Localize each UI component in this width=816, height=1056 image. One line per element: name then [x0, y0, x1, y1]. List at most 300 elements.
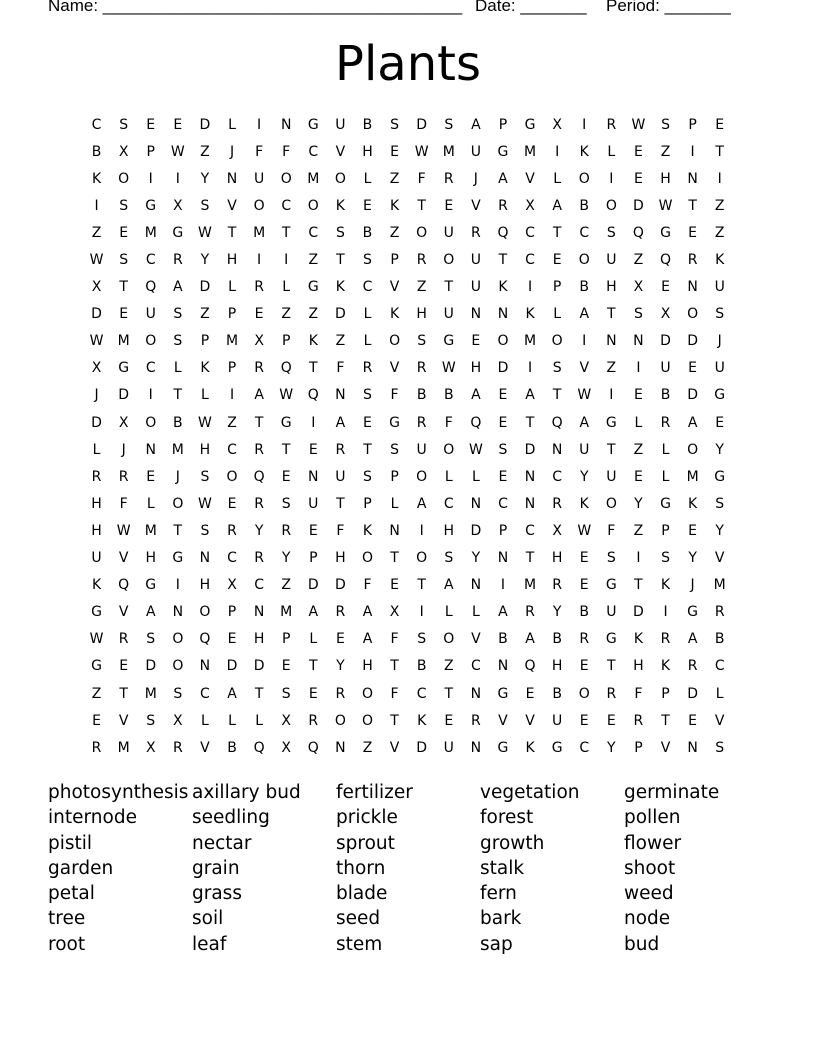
grid-letter: M	[713, 577, 726, 594]
grid-letter: K	[688, 495, 698, 512]
grid-letter: Z	[200, 143, 210, 160]
word-bank-item: soil	[192, 908, 224, 930]
grid-letter: S	[633, 306, 643, 323]
grid-letter: L	[363, 333, 372, 350]
grid-letter: O	[443, 252, 455, 269]
grid-letter: X	[281, 712, 291, 729]
grid-letter: P	[227, 306, 237, 323]
grid-letter: K	[525, 739, 535, 756]
grid-letter: B	[579, 604, 590, 621]
grid-letter: D	[470, 522, 482, 539]
grid-letter: U	[714, 279, 725, 296]
grid-letter: A	[335, 414, 346, 431]
grid-letter: U	[579, 441, 590, 458]
word-bank-item: axillary bud	[192, 782, 301, 803]
grid-letter: Y	[579, 468, 589, 485]
grid-letter: W	[468, 441, 483, 458]
grid-letter: A	[579, 306, 590, 323]
grid-letter: N	[687, 170, 698, 187]
grid-letter: E	[308, 441, 318, 458]
grid-letter: P	[661, 685, 670, 702]
grid-letter: R	[687, 252, 698, 269]
grid-letter: R	[443, 170, 454, 187]
grid-letter: L	[228, 279, 236, 296]
grid-letter: W	[198, 414, 212, 431]
grid-letter: S	[146, 631, 156, 648]
grid-letter: Y	[281, 550, 291, 567]
grid-letter: J	[94, 387, 99, 404]
grid-letter: R	[281, 522, 292, 539]
grid-letter: R	[416, 360, 427, 377]
grid-letter: S	[444, 116, 454, 133]
grid-letter: D	[199, 116, 211, 133]
grid-letter: O	[605, 197, 617, 214]
grid-letter: I	[690, 143, 695, 160]
grid-letter: S	[363, 387, 372, 404]
grid-letter: U	[443, 739, 454, 756]
grid-letter: U	[308, 495, 319, 512]
grid-letter: C	[525, 252, 535, 269]
grid-letter: S	[363, 468, 372, 485]
grid-letter: P	[281, 333, 291, 350]
grid-letter: C	[525, 224, 535, 241]
grid-letter: O	[253, 197, 265, 214]
letter-grid	[83, 111, 733, 761]
grid-letter: R	[335, 604, 346, 621]
grid-letter: T	[552, 387, 562, 404]
grid-letter: R	[227, 522, 237, 539]
grid-letter: O	[334, 170, 346, 187]
grid-letter: S	[390, 116, 400, 133]
grid-letter: S	[173, 333, 183, 350]
grid-letter: N	[172, 604, 184, 621]
grid-letter: E	[390, 577, 399, 594]
grid-letter: N	[687, 279, 698, 296]
grid-letter: Q	[145, 279, 157, 296]
word-bank-item: node	[624, 908, 671, 930]
word-bank-item: grass	[192, 883, 242, 905]
grid-letter: K	[308, 333, 318, 350]
grid-letter: X	[552, 116, 562, 133]
grid-letter: C	[254, 577, 264, 594]
grid-letter: S	[606, 550, 616, 567]
grid-letter: E	[308, 685, 318, 702]
grid-letter: V	[389, 360, 400, 377]
grid-letter: E	[579, 712, 589, 729]
grid-letter: G	[172, 224, 184, 241]
grid-letter: J	[121, 441, 126, 458]
grid-letter: P	[661, 522, 670, 539]
grid-letter: M	[253, 224, 266, 241]
grid-letter: M	[171, 441, 184, 458]
grid-letter: D	[335, 306, 346, 323]
grid-letter: S	[606, 224, 616, 241]
grid-letter: K	[335, 197, 345, 214]
grid-letter: K	[633, 631, 644, 648]
grid-letter: O	[443, 631, 455, 648]
grid-letter: D	[416, 116, 428, 133]
grid-letter: Z	[606, 360, 617, 377]
grid-letter: I	[582, 116, 587, 133]
grid-letter: I	[636, 360, 641, 377]
grid-letter: C	[525, 522, 535, 539]
grid-letter: U	[470, 252, 481, 269]
grid-letter: R	[335, 441, 346, 458]
grid-letter: R	[470, 224, 481, 241]
grid-letter: L	[228, 116, 236, 133]
grid-letter: I	[717, 170, 722, 187]
grid-letter: G	[307, 116, 319, 133]
grid-letter: C	[552, 468, 563, 485]
grid-letter: J	[473, 170, 478, 187]
grid-letter: R	[416, 252, 427, 269]
grid-letter: S	[498, 441, 508, 458]
grid-letter: U	[443, 224, 454, 241]
grid-letter: T	[715, 143, 724, 160]
grid-letter: K	[417, 712, 427, 729]
grid-letter: V	[118, 712, 129, 729]
grid-letter: Z	[335, 333, 346, 350]
grid-letter: X	[173, 712, 183, 729]
grid-letter: T	[254, 685, 264, 702]
grid-letter: H	[551, 550, 563, 567]
grid-letter: E	[119, 224, 129, 241]
grid-letter: I	[527, 279, 533, 296]
grid-letter: A	[471, 116, 481, 133]
grid-letter: W	[414, 143, 429, 160]
grid-letter: T	[281, 224, 291, 241]
grid-letter: V	[118, 604, 129, 621]
grid-letter: I	[663, 604, 668, 621]
grid-letter: K	[389, 197, 400, 214]
grid-letter: E	[688, 712, 698, 729]
grid-letter: L	[553, 170, 562, 187]
grid-letter: Q	[660, 252, 672, 269]
grid-letter: E	[390, 143, 399, 160]
grid-letter: Z	[281, 306, 291, 323]
grid-letter: L	[173, 360, 182, 377]
grid-letter: E	[606, 712, 616, 729]
grid-letter: A	[471, 387, 481, 404]
grid-letter: C	[362, 279, 373, 296]
grid-letter: T	[390, 658, 399, 675]
grid-letter: H	[145, 550, 156, 567]
grid-letter: H	[606, 279, 617, 296]
grid-letter: Z	[714, 197, 725, 214]
grid-letter: G	[660, 224, 671, 241]
grid-letter: Z	[200, 306, 210, 323]
grid-letter: O	[280, 170, 292, 187]
grid-letter: G	[91, 604, 102, 621]
grid-letter: C	[579, 739, 590, 756]
grid-letter: C	[200, 685, 210, 702]
grid-letter: N	[497, 658, 509, 675]
grid-letter: Q	[524, 658, 536, 675]
grid-letter: U	[145, 306, 156, 323]
grid-letter: L	[282, 279, 291, 296]
grid-letter: M	[524, 333, 537, 350]
grid-letter: E	[579, 550, 589, 567]
word-bank-item: growth	[480, 832, 545, 854]
grid-letter: I	[527, 360, 533, 377]
grid-letter: R	[660, 631, 671, 648]
grid-letter: G	[660, 495, 671, 512]
grid-letter: N	[633, 333, 644, 350]
grid-letter: N	[497, 550, 509, 567]
grid-letter: C	[227, 441, 237, 458]
grid-letter: U	[253, 170, 265, 187]
grid-letter: Z	[91, 224, 102, 241]
grid-letter: V	[714, 712, 725, 729]
grid-letter: G	[443, 333, 455, 350]
grid-letter: B	[579, 279, 590, 296]
word-bank-item: fern	[480, 883, 517, 905]
grid-letter: O	[416, 550, 428, 567]
grid-letter: Z	[416, 279, 427, 296]
grid-letter: N	[470, 495, 482, 512]
grid-letter: E	[633, 387, 643, 404]
grid-letter: A	[525, 631, 535, 648]
grid-letter: U	[552, 712, 563, 729]
word-bank-item: blade	[336, 883, 388, 905]
grid-letter: K	[525, 306, 535, 323]
grid-letter: Z	[633, 252, 644, 269]
grid-letter: Q	[497, 224, 509, 241]
word-bank-item: seedling	[192, 807, 270, 829]
grid-letter: T	[390, 550, 399, 567]
grid-letter: Q	[118, 577, 130, 594]
grid-letter: E	[281, 468, 291, 485]
grid-letter: K	[660, 658, 671, 675]
grid-letter: N	[470, 685, 482, 702]
grid-letter: P	[498, 116, 508, 133]
grid-letter: A	[416, 495, 427, 512]
grid-letter: Y	[607, 739, 616, 756]
grid-letter: P	[227, 360, 237, 377]
grid-letter: Q	[307, 739, 319, 756]
grid-letter: V	[471, 197, 481, 214]
grid-letter: M	[117, 739, 130, 756]
grid-letter: O	[389, 333, 401, 350]
grid-letter: R	[308, 712, 319, 729]
grid-letter: G	[91, 658, 102, 675]
grid-letter: L	[471, 604, 480, 621]
date-field-label: Date: _______	[475, 0, 587, 15]
grid-letter: N	[497, 306, 509, 323]
grid-letter: B	[579, 197, 590, 214]
grid-letter: H	[91, 522, 102, 539]
grid-letter: X	[281, 739, 291, 756]
word-bank-item: petal	[48, 883, 95, 905]
grid-letter: X	[173, 197, 183, 214]
grid-letter: R	[552, 495, 562, 512]
grid-letter: T	[336, 495, 345, 512]
grid-letter: A	[498, 604, 508, 621]
grid-letter: B	[416, 658, 427, 675]
grid-letter: Z	[91, 685, 102, 702]
grid-letter: W	[89, 631, 104, 648]
grid-letter: S	[363, 252, 372, 269]
grid-letter: Z	[633, 522, 644, 539]
grid-letter: I	[175, 577, 180, 594]
grid-letter: L	[363, 306, 372, 323]
grid-letter: T	[119, 685, 128, 702]
grid-letter: X	[525, 197, 535, 214]
grid-letter: D	[199, 279, 211, 296]
grid-letter: N	[308, 468, 319, 485]
grid-letter: P	[688, 116, 697, 133]
grid-letter: I	[419, 522, 424, 539]
grid-letter: L	[444, 604, 453, 621]
word-bank-item: shoot	[624, 857, 676, 879]
grid-letter: F	[363, 577, 372, 594]
grid-letter: R	[91, 468, 102, 485]
grid-letter: R	[335, 685, 346, 702]
grid-letter: W	[198, 495, 212, 512]
grid-letter: Z	[633, 441, 644, 458]
grid-letter: Y	[715, 522, 724, 539]
grid-letter: B	[552, 631, 562, 648]
grid-letter: G	[389, 414, 400, 431]
grid-letter: A	[362, 604, 373, 621]
grid-letter: Z	[227, 414, 237, 431]
grid-letter: L	[228, 712, 236, 729]
grid-letter: W	[631, 116, 646, 133]
grid-letter: F	[336, 522, 345, 539]
word-bank-item: bark	[480, 908, 522, 930]
grid-letter: U	[416, 441, 427, 458]
grid-letter: Q	[199, 631, 211, 648]
grid-letter: Q	[551, 414, 563, 431]
grid-letter: T	[498, 252, 508, 269]
grid-letter: A	[308, 604, 319, 621]
grid-letter: R	[660, 414, 671, 431]
grid-letter: T	[661, 712, 670, 729]
grid-letter: O	[334, 712, 346, 729]
grid-letter: R	[606, 685, 617, 702]
grid-letter: A	[145, 604, 156, 621]
word-bank-item: internode	[48, 807, 137, 829]
grid-letter: E	[552, 252, 562, 269]
grid-letter: X	[118, 414, 129, 431]
grid-letter: O	[145, 333, 157, 350]
grid-letter: S	[119, 116, 129, 133]
grid-letter: R	[470, 712, 481, 729]
grid-letter: T	[309, 658, 318, 675]
word-bank-item: thorn	[336, 857, 386, 879]
grid-letter: N	[280, 116, 292, 133]
grid-letter: M	[225, 333, 239, 350]
grid-letter: M	[117, 333, 130, 350]
grid-letter: A	[579, 414, 590, 431]
grid-letter: R	[416, 414, 427, 431]
grid-letter: E	[498, 468, 508, 485]
grid-letter: P	[146, 143, 155, 160]
grid-letter: T	[552, 224, 562, 241]
word-bank	[48, 780, 768, 957]
grid-letter: O	[172, 631, 184, 648]
grid-letter: O	[199, 604, 211, 621]
grid-letter: D	[687, 387, 698, 404]
grid-letter: G	[145, 197, 157, 214]
grid-letter: L	[444, 468, 453, 485]
grid-letter: I	[257, 116, 262, 133]
word-bank-item: sprout	[336, 832, 395, 854]
grid-letter: I	[148, 170, 153, 187]
grid-letter: S	[173, 306, 183, 323]
puzzle-title: Plants	[335, 36, 481, 92]
grid-letter: P	[390, 468, 399, 485]
grid-letter: S	[335, 224, 345, 241]
word-bank-item: bud	[624, 933, 660, 955]
grid-letter: E	[579, 658, 589, 675]
grid-letter: G	[497, 685, 509, 702]
grid-letter: I	[582, 333, 587, 350]
grid-letter: K	[579, 495, 589, 512]
grid-letter: Z	[443, 658, 454, 675]
grid-letter: H	[660, 170, 671, 187]
grid-letter: R	[606, 116, 617, 133]
grid-letter: I	[609, 170, 614, 187]
grid-letter: I	[636, 550, 641, 567]
grid-letter: P	[363, 495, 372, 512]
grid-letter: D	[633, 604, 644, 621]
grid-letter: E	[227, 495, 237, 512]
grid-letter: F	[634, 685, 643, 702]
grid-letter: S	[417, 333, 427, 350]
grid-letter: H	[470, 360, 482, 377]
grid-letter: E	[363, 197, 372, 214]
word-bank-item: grain	[192, 857, 240, 879]
grid-letter: L	[661, 441, 670, 458]
grid-letter: Y	[634, 495, 643, 512]
grid-letter: O	[443, 441, 455, 458]
grid-letter: V	[525, 170, 535, 187]
grid-letter: S	[552, 360, 562, 377]
grid-letter: J	[229, 143, 235, 160]
grid-letter: Q	[280, 360, 292, 377]
grid-letter: V	[200, 739, 210, 756]
grid-letter: F	[390, 387, 399, 404]
grid-letter: O	[226, 468, 238, 485]
grid-letter: O	[687, 441, 699, 458]
grid-letter: E	[227, 631, 237, 648]
grid-letter: E	[173, 116, 183, 133]
grid-letter: C	[714, 658, 725, 675]
grid-letter: T	[281, 441, 291, 458]
grid-letter: D	[687, 333, 698, 350]
grid-letter: G	[605, 631, 617, 648]
grid-letter: S	[119, 252, 129, 269]
grid-letter: M	[144, 685, 157, 702]
grid-letter: S	[200, 468, 210, 485]
grid-letter: X	[118, 143, 129, 160]
grid-letter: S	[715, 739, 725, 756]
grid-letter: Y	[336, 658, 345, 675]
grid-letter: N	[687, 739, 698, 756]
grid-letter: S	[417, 631, 427, 648]
grid-letter: E	[498, 414, 508, 431]
grid-letter: L	[255, 712, 264, 729]
grid-letter: H	[362, 658, 373, 675]
grid-letter: P	[552, 279, 562, 296]
grid-letter: S	[281, 495, 291, 512]
grid-letter: E	[119, 306, 129, 323]
grid-letter: T	[525, 550, 535, 567]
grid-letter: U	[606, 468, 617, 485]
grid-letter: I	[148, 387, 153, 404]
grid-letter: T	[173, 522, 183, 539]
